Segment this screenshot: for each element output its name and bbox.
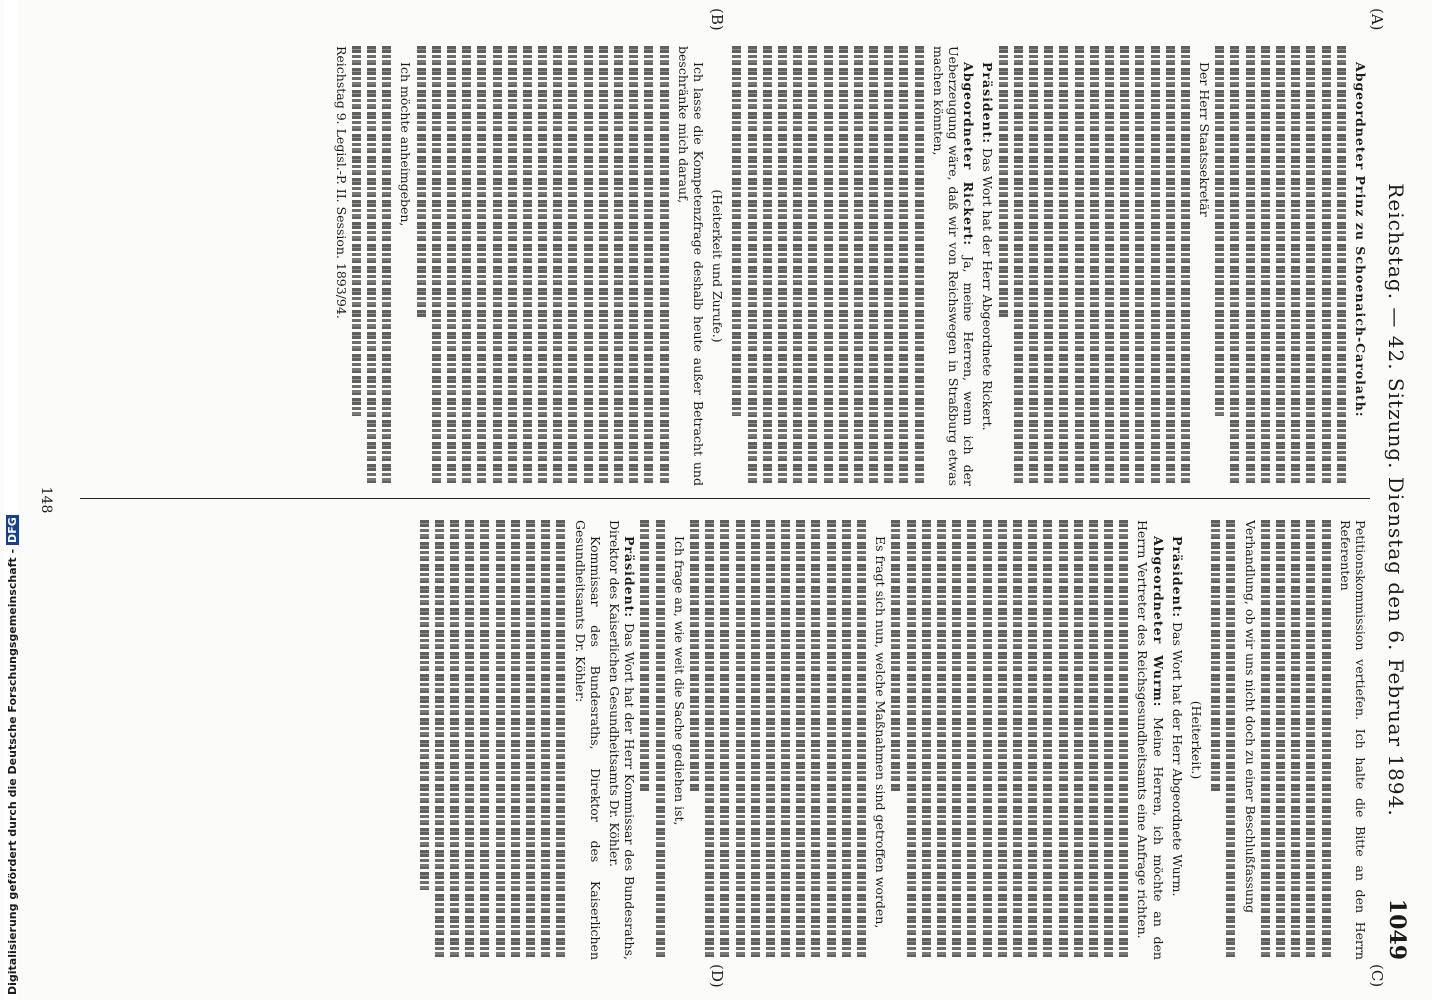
text-line xyxy=(444,46,459,486)
text-line xyxy=(851,46,866,486)
text-line xyxy=(979,520,994,960)
text-line xyxy=(523,520,538,960)
running-title: Reichstag. — 42. Sitzung. Dienstag den 6. Februar 1894. xyxy=(1384,183,1408,817)
text-line xyxy=(379,46,394,486)
text-line xyxy=(1087,46,1102,486)
text-line xyxy=(520,46,535,486)
text-line xyxy=(839,520,854,960)
text-line xyxy=(995,46,1010,319)
text-line xyxy=(717,520,732,960)
paragraph: Kommissar des Bundesraths, Direktor des Kaiserlichen Gesundheitsamts Dr. Köhler: xyxy=(572,520,603,960)
text-line xyxy=(641,46,656,486)
footer-sheet-number: 148 xyxy=(38,486,54,514)
text-line xyxy=(1242,46,1257,486)
text-line xyxy=(580,46,595,486)
text-line xyxy=(535,46,550,486)
speaker-name: Abgeordneter Rickert: xyxy=(961,62,977,246)
text-line xyxy=(492,520,507,960)
text-line xyxy=(687,520,702,793)
text-line xyxy=(1163,46,1178,486)
paragraph: Ich frage an, wie weit die Sache gediehen ist, xyxy=(671,536,687,826)
text-line xyxy=(538,520,553,960)
text-line xyxy=(805,46,820,486)
speaker-name: Präsident: xyxy=(622,536,638,619)
paragraph-text: Ja, meine Herren, wenn ich der Ueberzeugung wäre, daß wir von Reichswegen in Straßburg etwas machen könnten, xyxy=(930,46,977,486)
text-line xyxy=(1288,520,1303,960)
text-line xyxy=(1334,46,1349,486)
paragraph: Petitionskommission vertiefen. Ich halte die Bitte an den Herrn Referenten xyxy=(1337,520,1368,960)
paragraph xyxy=(1135,520,1165,960)
paragraph: Verhandlung, ob wir uns nicht doch zu einer Beschlußfassung xyxy=(1242,520,1258,913)
text-line xyxy=(808,520,823,960)
paragraph xyxy=(1353,46,1368,486)
text-line xyxy=(565,46,580,486)
paragraph-text: Das Wort hat der Herr Abgeordnete Rickert. xyxy=(980,148,996,431)
text-line xyxy=(760,46,775,486)
text-line xyxy=(824,520,839,960)
text-line xyxy=(626,46,641,486)
text-line xyxy=(775,46,790,486)
paragraph-text: Das Wort hat der Herr Kommissar des Bundesraths, Direktor des Kaiserlichen Gesundheitsamts Dr. Köhler. xyxy=(607,520,638,960)
paragraph: Ich möchte anheimgeben, xyxy=(398,62,414,227)
text-line xyxy=(896,46,911,486)
text-line xyxy=(637,520,652,793)
text-line xyxy=(1071,46,1086,486)
text-line xyxy=(1041,46,1056,486)
right-column xyxy=(78,520,1368,960)
text-line xyxy=(1102,46,1117,486)
text-line xyxy=(364,46,379,486)
text-line xyxy=(790,46,805,486)
text-line xyxy=(903,520,918,960)
margin-marker-a: (A) xyxy=(1368,8,1386,31)
text-line xyxy=(505,46,520,486)
text-line xyxy=(1056,46,1071,486)
page-number: 1049 xyxy=(1384,898,1410,960)
text-line xyxy=(866,46,881,486)
paragraph: Es fragt sich nun, welche Maßnahmen sind getroffen worden, xyxy=(873,536,889,929)
dfg-logo: DFG xyxy=(6,517,19,543)
text-line xyxy=(1086,520,1101,960)
text-line xyxy=(1318,520,1333,960)
text-line xyxy=(1147,46,1162,486)
margin-marker-b: (B) xyxy=(708,8,726,31)
text-line xyxy=(474,46,489,486)
text-line xyxy=(1208,520,1223,793)
text-line xyxy=(995,520,1010,960)
text-line xyxy=(1288,46,1303,486)
digitization-credit-text: Digitalisierung gefördert durch die Deutsche Forschungsgemeinschaft - xyxy=(6,548,19,995)
session-reference: Reichstag 9. Legisl.-P. II. Session. 1893/94. xyxy=(333,46,349,319)
text-line xyxy=(778,520,793,960)
text-line xyxy=(881,46,896,486)
text-line xyxy=(1025,520,1040,960)
speaker-name: Präsident: xyxy=(1169,536,1185,619)
speaker-name: Präsident: xyxy=(980,62,996,145)
text-line xyxy=(489,46,504,486)
speaker-name: Abgeordneter Prinz zu Schoenaich-Carolath: xyxy=(1353,62,1368,418)
paragraph: Der Herr Staatssekretär xyxy=(1197,62,1213,217)
text-line xyxy=(1055,520,1070,960)
stage-direction: (Heiterkeit und Zurufe.) xyxy=(710,189,726,343)
text-line xyxy=(1071,520,1086,960)
text-line xyxy=(729,46,744,416)
paragraph xyxy=(607,520,637,960)
margin-marker-d: (D) xyxy=(708,964,726,988)
text-line xyxy=(1010,520,1025,960)
text-line xyxy=(1258,520,1273,960)
rotated-page xyxy=(16,0,1416,1000)
text-line xyxy=(836,46,851,486)
text-line xyxy=(1303,46,1318,486)
text-line xyxy=(462,520,477,960)
text-line xyxy=(949,520,964,960)
text-line xyxy=(820,46,835,486)
stage-direction: (Heiterkeit.) xyxy=(1189,700,1205,780)
paragraph-text: Das Wort hat der Herr Abgeordnete Wurm. xyxy=(1169,622,1185,897)
text-line xyxy=(1227,46,1242,486)
page-header xyxy=(1376,40,1416,960)
text-line xyxy=(611,46,626,486)
text-line xyxy=(1223,520,1238,960)
margin-marker-c: (C) xyxy=(1368,964,1386,988)
text-line xyxy=(763,520,778,960)
text-line xyxy=(702,520,717,960)
paragraph-text: Meine Herren, ich möchte an den Herrn Vertreter des Reichsgesundheitsamts eine Anfrage richten. xyxy=(1135,520,1166,960)
text-line xyxy=(964,520,979,960)
paragraph xyxy=(931,46,977,486)
text-line xyxy=(1178,46,1193,486)
text-line xyxy=(1273,46,1288,486)
text-line xyxy=(550,46,565,486)
text-line xyxy=(413,46,428,319)
paragraph xyxy=(980,46,995,486)
text-line xyxy=(744,46,759,486)
column-divider xyxy=(80,498,1370,499)
text-line xyxy=(432,520,447,960)
text-line xyxy=(553,520,568,960)
paragraph: Ich lasse die Kompetenzfrage deshalb heute außer Betracht und beschränke mich darauf, xyxy=(675,46,707,486)
left-column xyxy=(78,46,1368,486)
text-line xyxy=(417,520,432,890)
text-line xyxy=(1011,46,1026,486)
text-line xyxy=(748,520,763,960)
text-line xyxy=(1116,520,1131,960)
text-line xyxy=(793,520,808,960)
text-line xyxy=(459,46,474,486)
speaker-name: Abgeordneter Wurm: xyxy=(1150,536,1166,708)
text-line xyxy=(656,46,671,486)
text-line xyxy=(1101,520,1116,960)
text-line xyxy=(447,520,462,960)
text-line xyxy=(596,46,611,486)
text-line xyxy=(349,46,364,416)
text-line xyxy=(888,520,903,793)
text-line xyxy=(1273,520,1288,960)
text-line xyxy=(508,520,523,960)
text-line xyxy=(911,46,926,486)
text-line xyxy=(652,520,667,960)
text-line xyxy=(919,520,934,960)
text-line xyxy=(1303,520,1318,960)
text-line xyxy=(1258,46,1273,486)
text-line xyxy=(477,520,492,960)
text-line xyxy=(1212,46,1227,416)
text-line xyxy=(854,520,869,960)
text-line xyxy=(1117,46,1132,486)
paragraph xyxy=(1170,520,1185,960)
text-line xyxy=(934,520,949,960)
text-line xyxy=(429,46,444,486)
text-line xyxy=(1040,520,1055,960)
text-line xyxy=(732,520,747,960)
text-line xyxy=(1318,46,1333,486)
text-line xyxy=(1026,46,1041,486)
text-line xyxy=(1132,46,1147,486)
